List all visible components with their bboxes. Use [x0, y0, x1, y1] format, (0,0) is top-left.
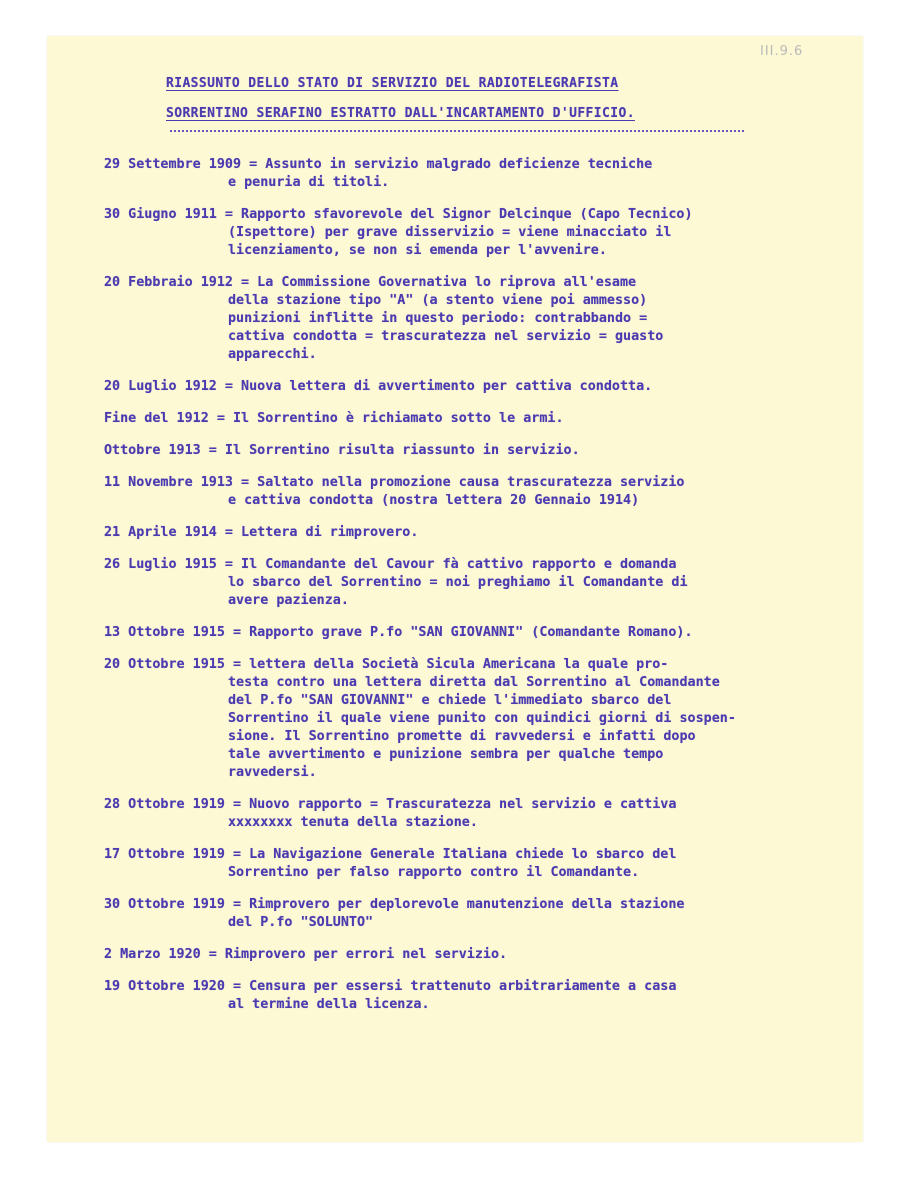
- record-entry: [104, 274, 834, 364]
- record-line: [104, 524, 834, 542]
- record-line: [104, 946, 834, 964]
- record-line: [104, 410, 834, 428]
- record-text: = La Commissione Governativa lo riprova all'esame: [233, 275, 637, 290]
- record-text: = Saltato nella promozione causa trascuratezza servizio: [233, 475, 685, 490]
- record-date: 13 Ottobre 1915: [104, 625, 225, 640]
- title-divider: [170, 130, 744, 132]
- record-text: = Il Comandante del Cavour fà cattivo rapporto e domanda: [216, 557, 677, 572]
- record-text: = Rimprovero per errori nel servizio.: [200, 947, 508, 962]
- record-line: [104, 378, 834, 396]
- record-line: ravvedersi.: [228, 765, 317, 780]
- record-line: [104, 442, 834, 460]
- record-line: lo sbarco del Sorrentino = noi preghiamo il Comandante di: [228, 575, 688, 590]
- record-date: 20 Febbraio 1912: [104, 275, 233, 290]
- record-line: Sorrentino il quale viene punito con quindici giorni di sospen-: [228, 711, 736, 726]
- record-date: 30 Giugno 1911: [104, 207, 217, 222]
- record-text: = La Navigazione Generale Italiana chiede lo sbarco del: [224, 847, 677, 862]
- record-date: 26 Luglio 1915: [104, 557, 217, 572]
- record-line: [104, 796, 834, 814]
- record-text: = Lettera di rimprovero.: [216, 525, 419, 540]
- record-line: [104, 474, 834, 492]
- record-entry: [104, 946, 834, 964]
- record-line: sione. Il Sorrentino promette di ravvedersi e infatti dopo: [228, 729, 696, 744]
- record-entry: [104, 410, 834, 428]
- record-line: [104, 274, 834, 292]
- record-text: = Censura per essersi trattenuto arbitrariamente a casa: [224, 979, 677, 994]
- service-record-list: [104, 156, 834, 1028]
- record-line: e penuria di titoli.: [228, 175, 390, 190]
- record-line: della stazione tipo "A" (a stento viene poi ammesso): [228, 293, 648, 308]
- record-entry: [104, 206, 834, 260]
- record-line: tale avvertimento e punizione sembra per qualche tempo: [228, 747, 664, 762]
- record-line: testa contro una lettera diretta dal Sorrentino al Comandante: [228, 675, 720, 690]
- record-line: al termine della licenza.: [228, 997, 430, 1012]
- record-entry: [104, 474, 834, 510]
- record-entry: [104, 556, 834, 610]
- record-date: 29 Settembre 1909: [104, 157, 242, 172]
- document-title-line-2: SORRENTINO SERAFINO ESTRATTO DALL'INCARTAMENTO D'UFFICIO.: [166, 106, 635, 121]
- record-entry: [104, 656, 834, 782]
- record-date: 17 Ottobre 1919: [104, 847, 225, 862]
- record-text: = Il Sorrentino risulta riassunto in servizio.: [200, 443, 580, 458]
- record-text: = Il Sorrentino è richiamato sotto le armi.: [208, 411, 564, 426]
- record-line: xxxxxxxx tenuta della stazione.: [228, 815, 478, 830]
- record-text: = Rapporto grave P.fo "SAN GIOVANNI" (Comandante Romano).: [224, 625, 693, 640]
- record-line: [104, 624, 834, 642]
- record-entry: [104, 156, 834, 192]
- record-line: punizioni inflitte in questo periodo: contrabbando =: [228, 311, 648, 326]
- record-line: avere pazienza.: [228, 593, 349, 608]
- record-line: [104, 656, 834, 674]
- record-line: (Ispettore) per grave disservizio = viene minacciato il: [228, 225, 672, 240]
- record-date: 28 Ottobre 1919: [104, 797, 225, 812]
- record-entry: [104, 624, 834, 642]
- record-line: del P.fo "SOLUNTO": [228, 915, 374, 930]
- record-date: Ottobre 1913: [104, 443, 201, 458]
- record-line: [104, 556, 834, 574]
- record-date: 11 Novembre 1913: [104, 475, 233, 490]
- record-text: = Nuova lettera di avvertimento per cattiva condotta.: [216, 379, 653, 394]
- record-line: licenziamento, se non si emenda per l'avvenire.: [228, 243, 607, 258]
- archive-reference-note: III.9.6: [760, 44, 804, 59]
- record-entry: [104, 442, 834, 460]
- record-entry: [104, 796, 834, 832]
- record-date: 21 Aprile 1914: [104, 525, 217, 540]
- record-text: = Assunto in servizio malgrado deficienze tecniche: [241, 157, 653, 172]
- record-entry: [104, 978, 834, 1014]
- record-entry: [104, 378, 834, 396]
- record-line: [104, 156, 834, 174]
- record-line: apparecchi.: [228, 347, 317, 362]
- record-entry: [104, 524, 834, 542]
- record-line: [104, 206, 834, 224]
- document-title-line-1: RIASSUNTO DELLO STATO DI SERVIZIO DEL RADIOTELEGRAFISTA: [166, 76, 619, 91]
- record-line: cattiva condotta = trascuratezza nel servizio = guasto: [228, 329, 664, 344]
- record-text: = Rapporto sfavorevole del Signor Delcinque (Capo Tecnico): [216, 207, 693, 222]
- record-text: = Rimprovero per deplorevole manutenzione della stazione: [224, 897, 685, 912]
- record-date: 19 Ottobre 1920: [104, 979, 225, 994]
- record-line: [104, 978, 834, 996]
- record-line: [104, 896, 834, 914]
- record-date: 2 Marzo 1920: [104, 947, 201, 962]
- record-line: Sorrentino per falso rapporto contro il Comandante.: [228, 865, 640, 880]
- record-date: Fine del 1912: [104, 411, 209, 426]
- record-text: = Nuovo rapporto = Trascuratezza nel servizio e cattiva: [224, 797, 677, 812]
- record-entry: [104, 896, 834, 932]
- record-date: 30 Ottobre 1919: [104, 897, 225, 912]
- record-line: e cattiva condotta (nostra lettera 20 Gennaio 1914): [228, 493, 640, 508]
- record-line: [104, 846, 834, 864]
- record-line: del P.fo "SAN GIOVANNI" e chiede l'immediato sbarco del: [228, 693, 672, 708]
- record-entry: [104, 846, 834, 882]
- record-date: 20 Luglio 1912: [104, 379, 217, 394]
- record-date: 20 Ottobre 1915: [104, 657, 225, 672]
- record-text: = lettera della Società Sicula Americana la quale pro-: [224, 657, 669, 672]
